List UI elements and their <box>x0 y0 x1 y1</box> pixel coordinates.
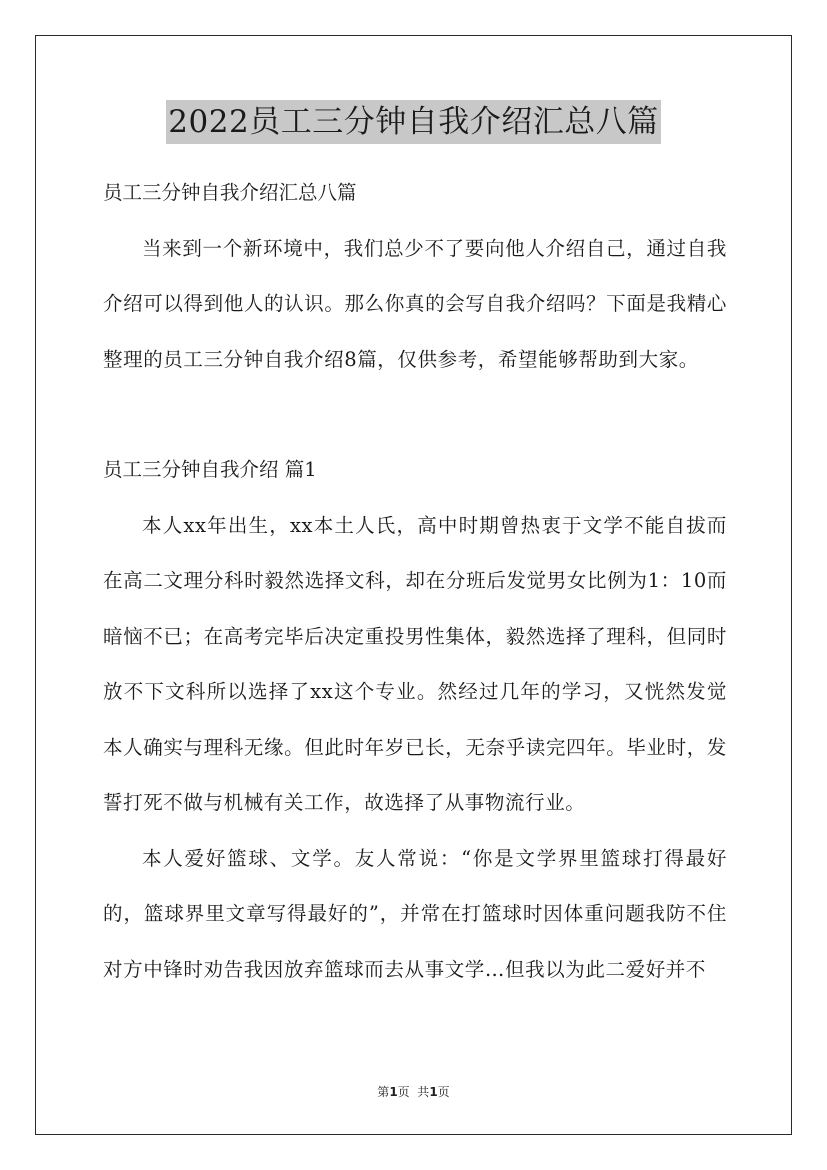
footer-label-mid: 页 共 <box>397 1085 430 1099</box>
section-paragraph-2: 本人爱好篮球、文学。友人常说：“你是文学界里篮球打得最好的，篮球界里文章写得最好的”，并常在打篮球时因体重问题我防不住对方中锋时劝告我因放弃篮球而去从事文学…但我以为此二爱好并不 <box>103 846 727 981</box>
section-spacer <box>103 387 727 442</box>
document-title: 2022员工三分钟自我介绍汇总八篇 <box>166 100 660 144</box>
intro-paragraph: 当来到一个新环境中，我们总少不了要向他人介绍自己，通过自我介绍可以得到他人的认识。那么你真的会写自我介绍吗？下面是我精心整理的员工三分钟自我介绍8篇，仅供参考，希望能够帮助到大家。 <box>103 236 727 371</box>
section-paragraph-1: 本人xx年出生，xx本土人氏，高中时期曾热衷于文学不能自拔而在高二文理分科时毅然选择文科，却在分班后发觉男女比例为1：10而暗恼不已；在高考完毕后决定重投男性集体，毅然选择了理科，但同时放不下文科所以选择了xx这个专业。然经过几年的学习，又恍然发觉本人确实与理科无缘。但此时年岁已长，无奈乎读完四年。毕业时，发誓打死不做与机械有关工作，故选择了从事物流行业。 <box>103 513 727 814</box>
document-subtitle: 员工三分钟自我介绍汇总八篇 <box>103 181 357 204</box>
page-footer <box>0 1083 827 1100</box>
footer-page-total: 1 <box>429 1085 438 1099</box>
footer-page-current: 1 <box>389 1085 398 1099</box>
footer-label-post: 页 <box>437 1085 450 1099</box>
footer-label-pre: 第 <box>377 1085 390 1099</box>
section-heading: 员工三分钟自我介绍 篇1 <box>103 458 317 481</box>
document-body <box>103 165 727 997</box>
title-container <box>0 100 827 144</box>
